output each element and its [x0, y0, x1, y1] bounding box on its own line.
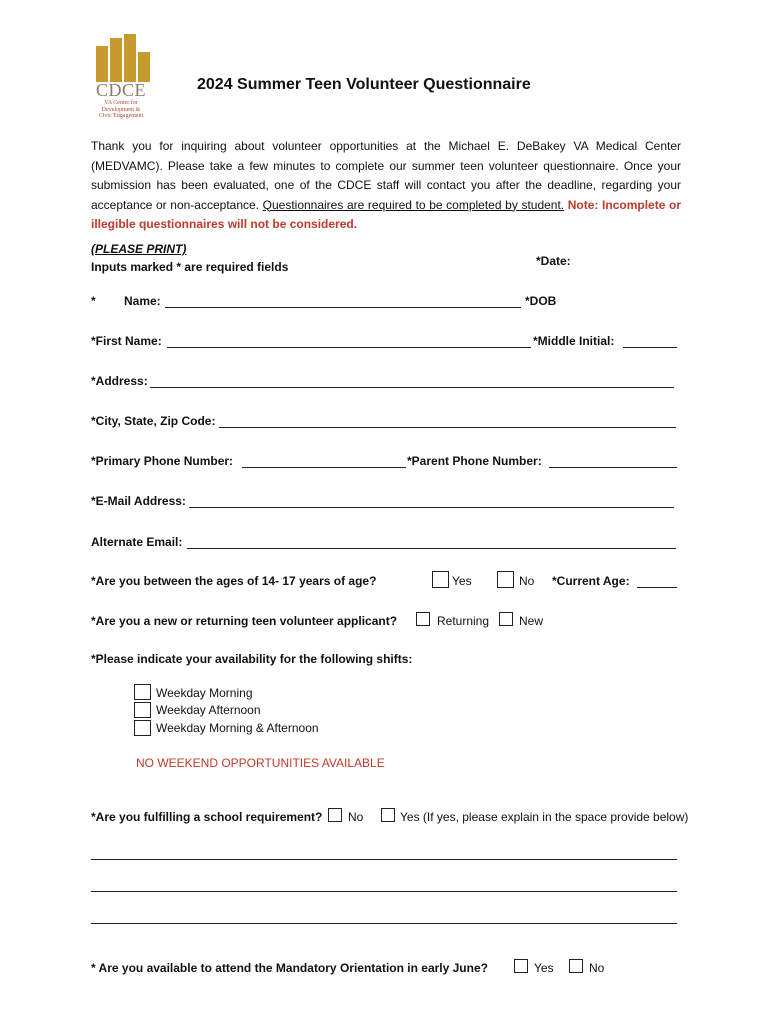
date-label: *Date:	[536, 254, 571, 268]
alternate-email-label: Alternate Email:	[91, 535, 183, 549]
age-yes-checkbox[interactable]	[432, 571, 449, 588]
first-name-label: *First Name:	[91, 334, 162, 348]
primary-phone-field[interactable]	[242, 467, 406, 468]
email-label: *E-Mail Address:	[91, 494, 186, 508]
school-requirement-question: *Are you fulfilling a school requirement?	[91, 810, 323, 824]
city-state-zip-field[interactable]	[219, 427, 676, 428]
orientation-yes-checkbox[interactable]	[514, 959, 528, 973]
explanation-line-1[interactable]	[91, 859, 677, 860]
logo-subtitle: VA Center for Development & Civic Engagement	[98, 100, 144, 119]
explanation-line-2[interactable]	[91, 891, 677, 892]
school-no-checkbox[interactable]	[328, 808, 342, 822]
orientation-yes-label: Yes	[534, 961, 554, 975]
first-name-field[interactable]	[167, 347, 531, 348]
age-no-checkbox[interactable]	[497, 571, 514, 588]
shift-weekday-afternoon-checkbox[interactable]	[134, 702, 151, 718]
orientation-no-checkbox[interactable]	[569, 959, 583, 973]
logo-wordmark: CDCE	[96, 80, 147, 100]
current-age-field[interactable]	[637, 587, 677, 588]
shift-weekday-afternoon-label: Weekday Afternoon	[156, 703, 261, 717]
intro-text: Thank you for inquiring about volunteer opportunities at the Michael E. DeBakey VA Medical Center (MEDVAMC). Please take a few minutes to complete our summer teen volunteer questionnaire. Once your submission has been evaluated, one of the CDCE staff will contact you after the deadline, regarding your acceptance or non-acceptance.	[91, 139, 681, 212]
address-label: *Address:	[91, 374, 148, 388]
middle-initial-field[interactable]	[623, 347, 677, 348]
shift-weekday-morning-label: Weekday Morning	[156, 686, 253, 700]
new-label: New	[519, 614, 544, 628]
page-title: 2024 Summer Teen Volunteer Questionnaire	[197, 76, 531, 93]
primary-phone-label: *Primary Phone Number:	[91, 454, 234, 468]
explanation-line-3[interactable]	[91, 923, 677, 924]
parent-phone-field[interactable]	[549, 467, 677, 468]
name-required-star: *	[91, 294, 96, 308]
orientation-question: * Are you available to attend the Mandatory Orientation in early June?	[91, 961, 488, 975]
city-state-zip-label: *City, State, Zip Code:	[91, 414, 216, 428]
returning-label: Returning	[437, 614, 490, 628]
applicant-question: *Are you a new or returning teen volunteer applicant?	[91, 614, 398, 628]
availability-question: *Please indicate your availability for the following shifts:	[91, 652, 413, 666]
address-field[interactable]	[150, 387, 674, 388]
middle-initial-label: *Middle Initial:	[533, 334, 615, 348]
school-no-label: No	[348, 810, 364, 824]
shift-weekday-both-label: Weekday Morning & Afternoon	[156, 721, 319, 735]
intro-underlined: Questionnaires are required to be completed by student.	[262, 197, 565, 212]
shift-weekday-morning-checkbox[interactable]	[134, 684, 151, 700]
orientation-no-label: No	[589, 961, 605, 975]
age-no-label: No	[519, 574, 535, 588]
dob-label: *DOB	[525, 294, 557, 308]
school-yes-checkbox[interactable]	[381, 808, 395, 822]
no-weekend-notice: NO WEEKEND OPPORTUNITIES AVAILABLE	[136, 756, 385, 770]
current-age-label: *Current Age:	[552, 574, 630, 588]
intro-paragraph	[91, 137, 681, 235]
required-note: Inputs marked * are required fields	[91, 260, 289, 274]
parent-phone-label: *Parent Phone Number:	[407, 454, 542, 468]
alternate-email-field[interactable]	[187, 548, 676, 549]
age-question: *Are you between the ages of 14- 17 years of age?	[91, 574, 377, 588]
school-yes-label: Yes (If yes, please explain in the space provide below)	[400, 810, 689, 824]
name-label: Name:	[124, 294, 161, 308]
new-checkbox[interactable]	[499, 612, 513, 626]
shift-weekday-both-checkbox[interactable]	[134, 720, 151, 736]
intro-note: Note: Incomplete or illegible questionnaires will not be considered.	[91, 197, 682, 231]
please-print-label: (PLEASE PRINT)	[91, 242, 187, 256]
returning-checkbox[interactable]	[416, 612, 430, 626]
name-field[interactable]	[165, 307, 521, 308]
age-yes-label: Yes	[452, 574, 472, 588]
email-field[interactable]	[189, 507, 674, 508]
